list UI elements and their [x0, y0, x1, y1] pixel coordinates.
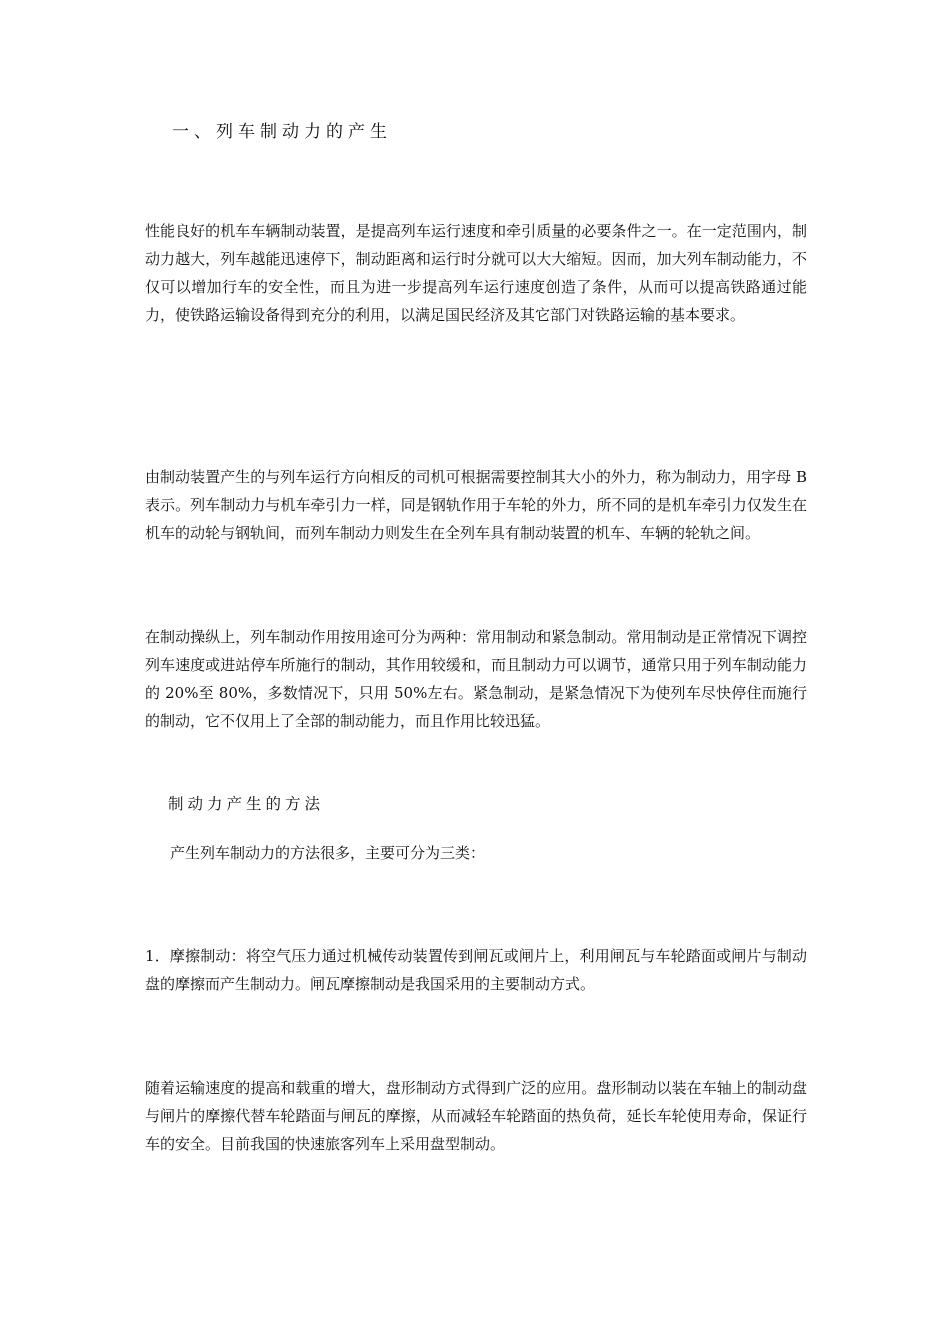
paragraph-braking-force-definition: 由制动装置产生的与列车运行方向相反的司机可根据需要控制其大小的外力，称为制动力，用字母 B 表示。列车制动力与机车牵引力一样，同是钢轨作用于车轮的外力，所不同的是机车牵引力仅发生在机车的动轮与钢轨间，而列车制动力则发生在全列车具有制动装置的机车、车辆的轮轨之间。	[145, 468, 807, 542]
paragraph-braking-importance: 性能良好的机车车辆制动装置，是提高列车运行速度和牵引质量的必要条件之一。在一定范围内，制动力越大，列车越能迅速停下，制动距离和运行时分就可以大大缩短。因而，加大列车制动能力，不仅可以增加行车的安全性，而且为进一步提高列车运行速度创造了条件，从而可以提高铁路通过能力，使铁路运输设备得到充分的利用，以满足国民经济及其它部门对铁路运输的基本要求。	[145, 222, 807, 324]
list-item-friction-braking: 1．摩擦制动：将空气压力通过机械传动装置传到闸瓦或闸片上，利用闸瓦与车轮踏面或闸片与制动盘的摩擦而产生制动力。闸瓦摩擦制动是我国采用的主要制动方式。	[145, 947, 807, 993]
paragraph-service-emergency-braking: 在制动操纵上，列车制动作用按用途可分为两种：常用制动和紧急制动。常用制动是正常情况下调控列车速度或进站停车所施行的制动，其作用较缓和，而且制动力可以调节，通常只用于列车制动能力的 20%至 80%，多数情况下，只用 50%左右。紧急制动，是紧急情况下为使列车尽快停住而施行的制动，它不仅用上了全部的制动能力，而且作用比较迅猛。	[145, 628, 807, 730]
subsection-title: 制动力产生的方法	[168, 795, 325, 813]
intro-line: 产生列车制动力的方法很多，主要可分为三类：	[170, 844, 486, 862]
paragraph-disc-braking: 随着运输速度的提高和载重的增大，盘形制动方式得到广泛的应用。盘形制动以装在车轴上的制动盘与闸片的摩擦代替车轮踏面与闸瓦的摩擦，从而减轻车轮踏面的热负荷，延长车轮使用寿命，保证行车的安全。目前我国的快速旅客列车上采用盘型制动。	[145, 1079, 807, 1153]
section-title: 一、列车制动力的产生	[172, 122, 392, 142]
